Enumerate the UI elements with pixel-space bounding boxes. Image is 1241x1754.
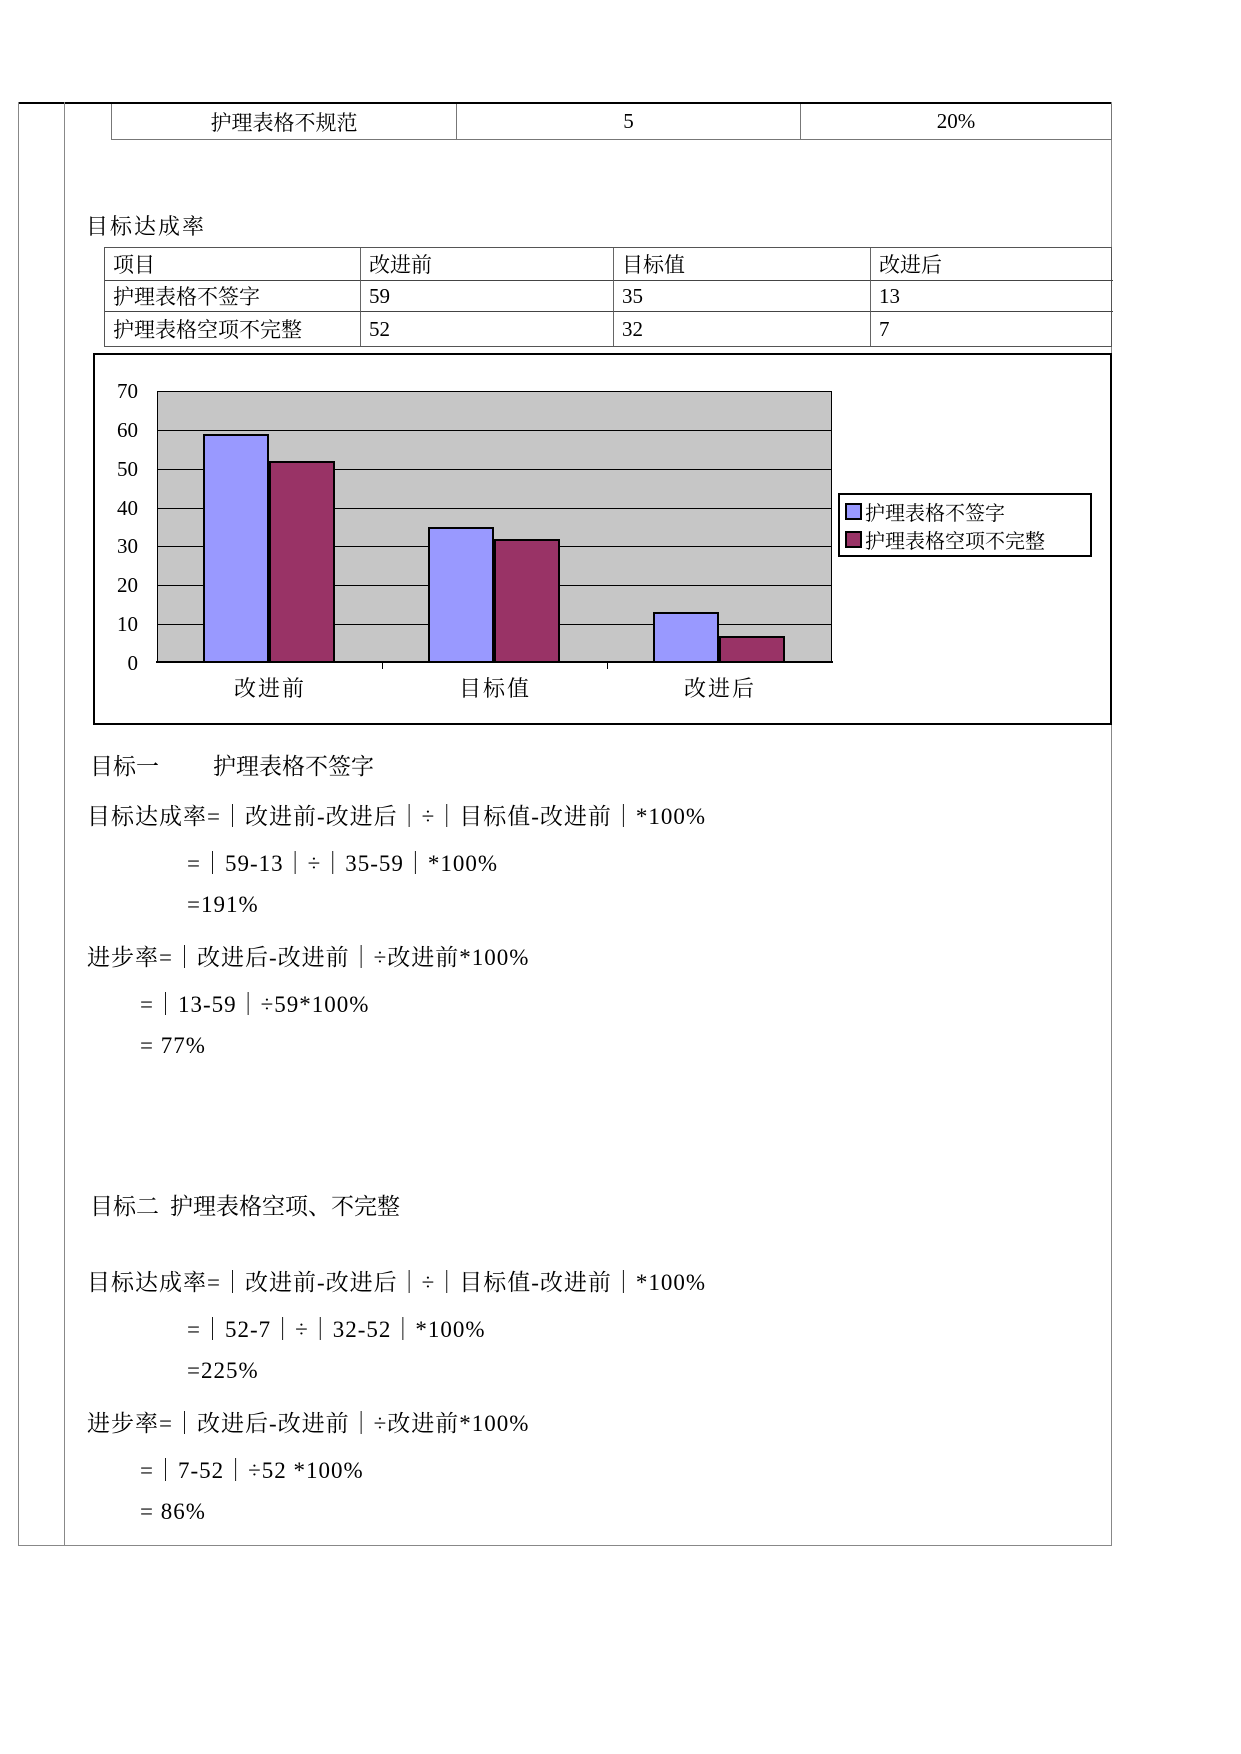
goal-table-header: 项目: [105, 248, 361, 281]
x-axis-line: [156, 661, 833, 663]
grid-line: [157, 430, 832, 431]
bar-护理表格空项不完整-改进前: [269, 461, 335, 663]
goal-table-cell: 35: [614, 281, 871, 312]
goal-achievement-heading: 目标达成率: [86, 214, 207, 239]
calc-line: = 86%: [140, 1499, 206, 1524]
calc-line: =｜13-59｜÷59*100%: [140, 992, 370, 1017]
x-category-label: 改进后: [683, 676, 756, 701]
calc-line: = 77%: [140, 1033, 206, 1058]
calc-line: 进步率=｜改进后-改进前｜÷改进前*100%: [87, 1411, 530, 1436]
x-axis-tick: [382, 663, 383, 669]
outer-table-gutter-border: [64, 102, 65, 1546]
calc-line: =｜59-13｜÷｜35-59｜*100%: [187, 851, 499, 876]
calc-line: 目标达成率=｜改进前-改进后｜÷｜目标值-改进前｜*100%: [87, 804, 707, 829]
calc-line: =225%: [187, 1358, 259, 1383]
defect-item-cell: 护理表格不规范: [111, 104, 456, 139]
calc-section-subtitle: 护理表格不签字: [213, 754, 374, 779]
goal-table-header: 改进前: [361, 248, 614, 281]
outer-table-bottom-border: [18, 1545, 1112, 1546]
calc-section-title: 目标二 护理表格空项、不完整: [90, 1188, 159, 1221]
y-tick-label: 60: [117, 418, 138, 442]
goal-table: [104, 247, 1112, 347]
y-tick-label: 40: [117, 496, 138, 520]
goal-table-header: 改进后: [871, 248, 1113, 281]
defect-count-cell: 5: [456, 104, 800, 139]
legend-swatch-icon: [845, 531, 862, 548]
legend-item: [845, 526, 1090, 552]
goal-table-cell: 护理表格空项不完整: [105, 312, 361, 346]
legend-label: 护理表格不签字: [865, 502, 1005, 525]
bar-护理表格空项不完整-改进后: [719, 636, 785, 663]
y-tick-label: 70: [117, 379, 138, 403]
legend-item: [845, 498, 1090, 524]
calc-line: =191%: [187, 892, 259, 917]
chart-legend: [838, 493, 1092, 557]
x-category-label: 改进前: [233, 676, 306, 701]
calc-line: =｜52-7｜÷｜32-52｜*100%: [187, 1317, 486, 1342]
y-tick-label: 10: [117, 612, 138, 636]
defect-percent-cell: 20%: [800, 104, 1112, 139]
calc-section-subtitle: 护理表格空项、不完整: [170, 1194, 400, 1219]
outer-table-left-border: [18, 102, 19, 1546]
bar-护理表格不签字-目标值: [428, 527, 494, 663]
legend-swatch-icon: [845, 503, 862, 520]
calc-line: 目标达成率=｜改进前-改进后｜÷｜目标值-改进前｜*100%: [87, 1270, 707, 1295]
defect-summary-table: [111, 104, 1112, 140]
goal-table-cell: 护理表格不签字: [105, 281, 361, 312]
goal-table-cell: 59: [361, 281, 614, 312]
x-axis-tick: [607, 663, 608, 669]
y-tick-label: 20: [117, 573, 138, 597]
goal-table-cell: 7: [879, 316, 890, 341]
bar-护理表格不签字-改进前: [203, 434, 269, 663]
y-tick-label: 30: [117, 534, 138, 558]
y-tick-label: 0: [127, 651, 138, 675]
bar-护理表格空项不完整-目标值: [494, 539, 560, 663]
goal-table-cell: 52: [361, 312, 614, 346]
legend-label: 护理表格空项不完整: [865, 530, 1045, 553]
bar-护理表格不签字-改进后: [653, 612, 719, 663]
calc-line: 进步率=｜改进后-改进前｜÷改进前*100%: [87, 945, 530, 970]
x-category-label: 目标值: [458, 676, 531, 701]
y-tick-label: 50: [117, 457, 138, 481]
calc-line: =｜7-52｜÷52 *100%: [140, 1458, 364, 1483]
goal-table-cell: 13: [871, 281, 1113, 312]
calc-section-title: 目标一 护理表格不签字: [90, 748, 159, 781]
goal-table-header: 目标值: [614, 248, 871, 281]
goal-table-cell: 32: [614, 312, 871, 346]
